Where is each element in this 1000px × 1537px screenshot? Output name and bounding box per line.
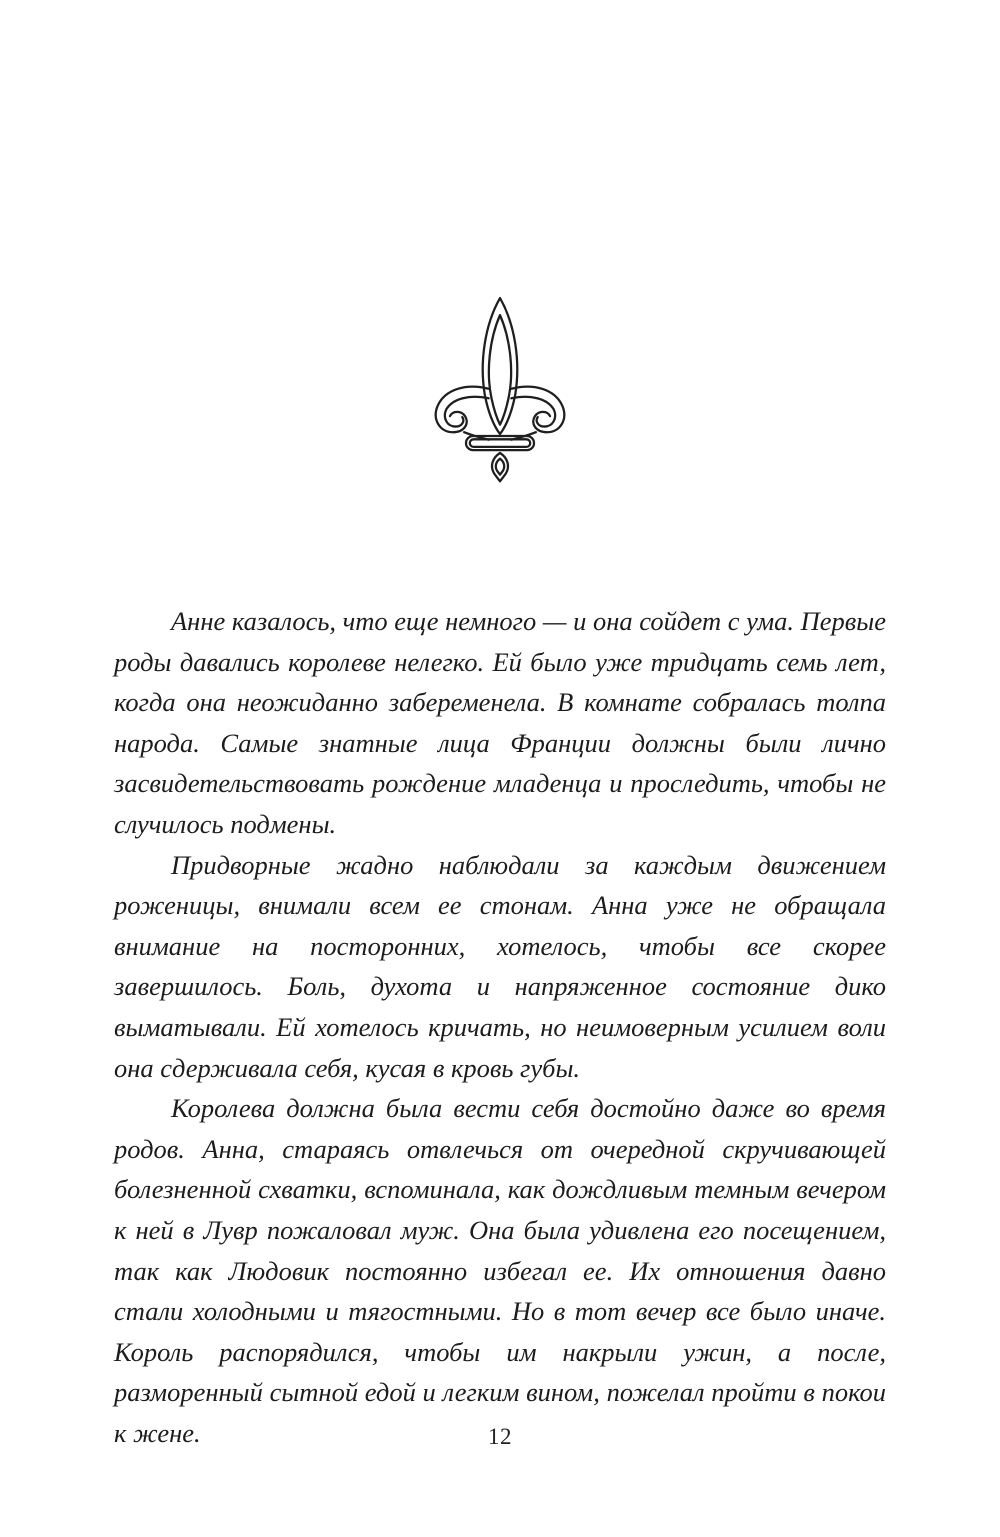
fleur-de-lis-icon: [415, 296, 585, 491]
chapter-ornament: [0, 296, 1000, 491]
paragraph: Придворные жадно наблюдали за каждым движением роженицы, внимали всем ее стонам. Анна уже не обращала внимание на посторонних, хотелось, чтобы все скорее завершилось. Боль, духота и напряженное состояние дико выматывали. Ей хотелось кричать, но неимоверным усилием воли она сдерживала себя, кусая в кровь губы.: [114, 849, 886, 1083]
paragraph: Королева должна была вести себя достойно даже во время родов. Анна, стараясь отвлечься от очередной скручивающей болезненной схватки, вспоминала, как дождливым темным вечером к ней в Лувр пожаловал муж. Она была удивлена его посещением, так как Людовик постоянно избегал ее. Их отношения давно стали холодными и тягостными. Но в тот вечер все было иначе. Король распорядился, чтобы им накрыли ужин, а после, разморенный сытной едой и легким вином, пожелал пройти в покои к жене.: [114, 1093, 886, 1448]
body-text: [114, 601, 886, 1453]
page-number: 12: [488, 1424, 512, 1449]
paragraph: Анне казалось, что еще немного — и она сойдет с ума. Первые роды давались королеве нелегко. Ей было уже тридцать семь лет, когда она неожиданно забеременела. В комнате собралась толпа народа. Самые знатные лица Франции должны были лично засвидетельствовать рождение младенца и проследить, чтобы не случилось подмены.: [114, 606, 886, 839]
